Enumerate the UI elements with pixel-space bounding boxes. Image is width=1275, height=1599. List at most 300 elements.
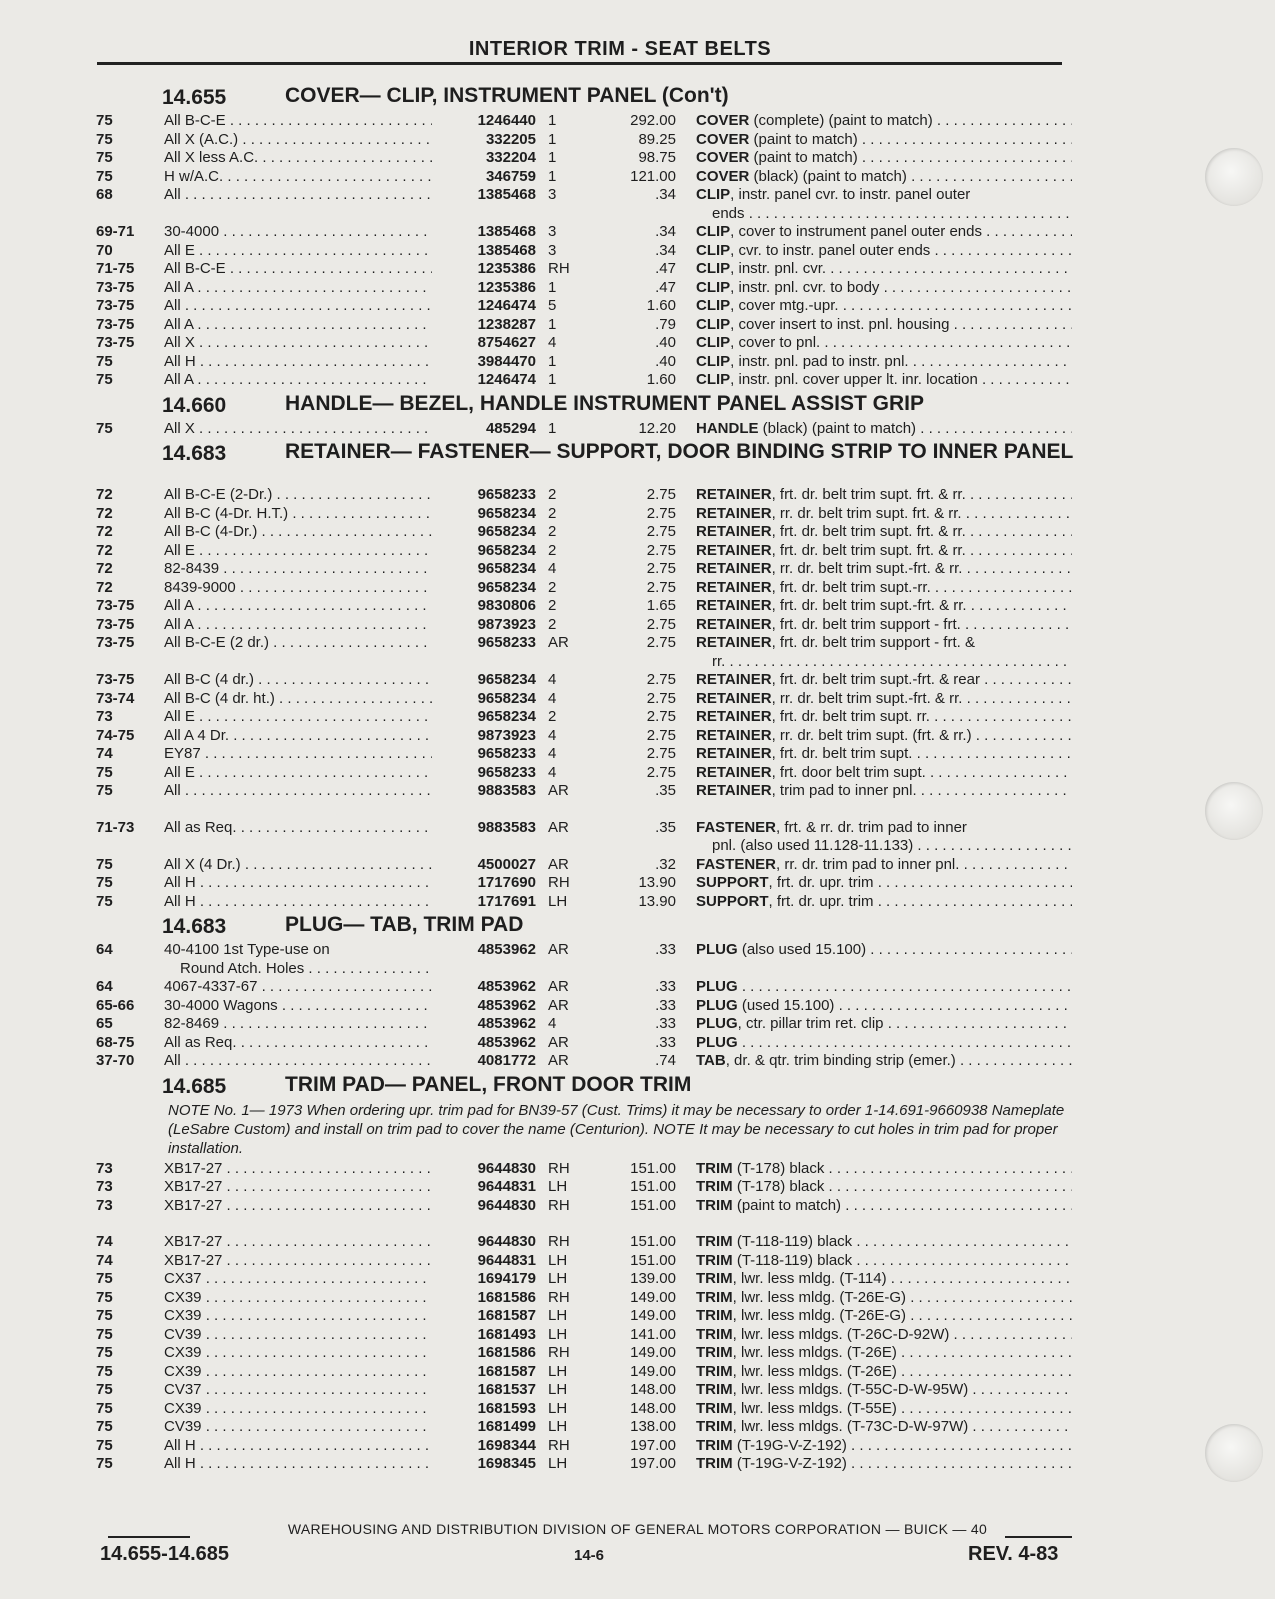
quantity: AR [548, 634, 569, 651]
quantity: 2 [548, 597, 557, 614]
part-row [0, 168, 1275, 187]
part-row [0, 1160, 1275, 1179]
model-year: 75 [96, 855, 113, 873]
description [696, 1034, 1072, 1051]
quantity: 2 [548, 708, 557, 725]
model-applicability: All X (A.C.) . . . [164, 131, 432, 148]
model-applicability: All A . . . [164, 616, 432, 633]
part-detail: , cover insert to inst. pnl. housing [730, 315, 950, 333]
quantity: 2 [548, 541, 557, 559]
quantity: 1 [548, 371, 557, 388]
model-applicability: 30-4000 . . . [164, 223, 432, 240]
quantity: LH [548, 1325, 568, 1343]
part-number: 1246440 [477, 112, 536, 129]
section-header [0, 86, 1275, 112]
model-applicability: 40-4100 1st Type-use on [164, 941, 330, 958]
model-applicability: All . . . [164, 1052, 432, 1069]
model-year: 75 [96, 782, 113, 799]
part-name: TRIM [696, 1436, 733, 1454]
price: 1.65 [646, 597, 676, 614]
part-number: 9658233 [477, 634, 536, 651]
part-number: 9658233 [477, 745, 536, 762]
description-cont: pnl. (also used 11.128-11.133) . . . [712, 837, 1072, 854]
part-row [0, 708, 1275, 727]
description [696, 997, 1072, 1014]
part-name: CLIP [696, 241, 731, 259]
description-cont: rr. . . . [712, 653, 1072, 670]
section-title: COVER— CLIP, INSTRUMENT PANEL (Con't) [285, 84, 729, 107]
part-number: 1681586 [477, 1288, 536, 1306]
quantity: LH [548, 1307, 568, 1324]
part-name: TRIM [696, 1159, 733, 1177]
model-year: 75 [96, 1418, 113, 1435]
part-row [0, 260, 1275, 279]
part-detail: (paint to match) [749, 130, 858, 148]
price: 2.75 [646, 689, 676, 707]
description [696, 505, 1072, 522]
part-row [0, 1015, 1275, 1034]
quantity: LH [548, 892, 568, 910]
price: .33 [655, 996, 676, 1014]
part-name: TRIM [696, 1251, 733, 1269]
model-applicability: CX37 . . . [164, 1270, 432, 1287]
price: 151.00 [630, 1251, 676, 1269]
model-year: 75 [96, 1270, 113, 1287]
part-row [0, 297, 1275, 316]
part-number: 9830806 [477, 597, 536, 614]
page-title: INTERIOR TRIM - SEAT BELTS [468, 38, 772, 60]
part-number: 9658234 [477, 671, 536, 688]
model-applicability: XB17-27 . . . [164, 1197, 432, 1214]
part-detail: , frt. dr. belt trim supt. rr. [771, 708, 930, 725]
part-detail: , cover to pnl. [730, 334, 821, 351]
quantity: 3 [548, 223, 557, 240]
model-applicability: All E . . . [164, 764, 432, 781]
footer-revision: REV. 4-83 [968, 1543, 1059, 1565]
part-number: 9658234 [477, 560, 536, 577]
part-detail: , cover mtg.-upr. [730, 297, 839, 314]
quantity: RH [548, 1344, 570, 1361]
part-row [0, 334, 1275, 353]
model-year: 72 [96, 486, 113, 503]
description [696, 223, 1072, 240]
part-detail: (black) (paint to match) [758, 419, 917, 437]
section-note: NOTE No. 1— 1973 When ordering upr. trim pad for BN39-57 (Cust. Trims) it may be necessary to order 1-14.691-9660938 Nameplate (LeSabre Custom) and install on trim pad to cover the name (Centurion). NOTE It may be necessary to cut holes in trim pad for proper installation. [168, 1101, 1065, 1157]
description [696, 856, 1072, 873]
part-row [0, 1307, 1275, 1326]
model-year: 73-74 [96, 689, 135, 707]
part-name: SUPPORT [696, 874, 769, 891]
part-number: 9658233 [477, 763, 536, 781]
model-applicability: All H . . . [164, 353, 432, 370]
description [696, 334, 1072, 351]
section-title: HANDLE— BEZEL, HANDLE INSTRUMENT PANEL ASSIST GRIP [285, 391, 924, 415]
model-applicability: CX39 . . . [164, 1400, 432, 1417]
part-row [0, 745, 1275, 764]
model-year: 73 [96, 1196, 113, 1214]
part-name: COVER [696, 130, 750, 148]
price: 148.00 [630, 1399, 676, 1417]
section-number: 14.683 [162, 442, 227, 465]
model-applicability: XB17-27 . . . [164, 1178, 432, 1195]
part-row [0, 542, 1275, 561]
part-row [0, 1363, 1275, 1382]
part-name: PLUG [696, 941, 738, 958]
quantity: 2 [548, 615, 557, 633]
part-row [0, 978, 1275, 997]
part-number: 1681493 [477, 1325, 536, 1343]
part-number: 485294 [485, 419, 536, 437]
part-number: 9644831 [477, 1178, 536, 1195]
price: .33 [655, 941, 676, 958]
price: 1.60 [646, 371, 676, 388]
quantity: 2 [548, 486, 557, 503]
part-name: CLIP [696, 371, 731, 388]
part-detail: , lwr. less mldgs. (T-26E) [732, 1362, 897, 1380]
model-year: 37-70 [96, 1052, 135, 1069]
part-number: 4081772 [477, 1052, 536, 1069]
price: 13.90 [638, 892, 676, 910]
model-applicability-cont: Round Atch. Holes . . . [180, 960, 432, 977]
model-year: 75 [96, 371, 113, 388]
description [696, 560, 1072, 577]
description [696, 941, 1072, 958]
price: 2.75 [646, 523, 676, 540]
part-detail: , frt. dr. belt trim supt. frt. & rr. [771, 523, 966, 540]
model-year: 73-75 [96, 334, 135, 351]
price: 148.00 [630, 1381, 676, 1398]
part-name: TRIM [696, 1418, 733, 1435]
part-detail: , frt. dr. upr. trim [768, 874, 874, 891]
price: .40 [655, 352, 676, 370]
part-detail: , frt. dr. belt trim support - frt. & [771, 634, 975, 651]
quantity: AR [548, 855, 569, 873]
part-row [0, 523, 1275, 542]
price: 141.00 [630, 1325, 676, 1343]
part-name: TRIM [696, 1399, 733, 1417]
part-number: 9873923 [477, 615, 536, 633]
part-number: 9644830 [477, 1159, 536, 1177]
part-row [0, 941, 1275, 978]
price: 2.75 [646, 763, 676, 781]
part-row [0, 242, 1275, 261]
description [696, 893, 1072, 910]
quantity: 1 [548, 278, 557, 296]
part-number: 9658233 [477, 486, 536, 503]
part-row [0, 316, 1275, 335]
section-header [0, 1072, 1275, 1101]
part-detail: (T-118-119) black [732, 1233, 853, 1250]
quantity: 2 [548, 504, 557, 522]
part-name: SUPPORT [696, 892, 769, 910]
price: .35 [655, 782, 676, 799]
model-applicability: H w/A.C. . . . [164, 168, 432, 185]
model-applicability: All A . . . [164, 597, 432, 614]
part-row [0, 856, 1275, 875]
model-year: 72 [96, 541, 113, 559]
model-year: 72 [96, 523, 113, 540]
parts-listing [0, 82, 1275, 1474]
quantity: LH [548, 1399, 568, 1417]
model-applicability: CV39 . . . [164, 1418, 432, 1435]
description [696, 874, 1072, 891]
description [696, 1160, 1072, 1177]
description [696, 149, 1072, 166]
description [696, 131, 1072, 148]
part-detail: , frt. dr. belt trim support - frt. [771, 615, 961, 633]
part-number: 4853962 [477, 996, 536, 1014]
quantity: 4 [548, 726, 557, 744]
price: 151.00 [630, 1196, 676, 1214]
model-year: 71-75 [96, 260, 135, 277]
title-rule [97, 62, 1062, 65]
model-year: 72 [96, 578, 113, 596]
quantity: RH [548, 1196, 570, 1214]
part-name: PLUG [696, 978, 738, 995]
description [696, 1437, 1072, 1454]
part-number: 1694179 [477, 1270, 536, 1287]
part-name: TRIM [696, 1362, 733, 1380]
part-detail: , lwr. less mldgs. (T-73C-D-W-97W) [732, 1418, 969, 1435]
quantity: 4 [548, 671, 557, 688]
part-name: COVER [696, 167, 750, 185]
part-row [0, 1455, 1275, 1474]
part-name: TAB [696, 1052, 726, 1069]
price: .34 [655, 241, 676, 259]
model-applicability: 30-4000 Wagons . . . [164, 997, 432, 1014]
footer-range: 14.655-14.685 [100, 1543, 230, 1565]
description [696, 168, 1072, 185]
part-row [0, 560, 1275, 579]
part-detail: , frt. dr. belt trim supt. frt. & rr. [771, 541, 966, 559]
quantity: 4 [548, 560, 557, 577]
description [696, 616, 1072, 633]
part-number: 9873923 [477, 726, 536, 744]
model-applicability: All B-C (4-Dr.) . . . [164, 523, 432, 540]
model-year: 75 [96, 1325, 113, 1343]
model-year: 75 [96, 167, 113, 185]
part-number: 4853962 [477, 1015, 536, 1032]
price: 2.75 [646, 634, 676, 651]
part-row [0, 223, 1275, 242]
model-year: 75 [96, 1399, 113, 1417]
part-detail: , trim pad to inner pnl. [771, 782, 917, 799]
price: 2.75 [646, 708, 676, 725]
price: .33 [655, 978, 676, 995]
part-name: CLIP [696, 334, 731, 351]
part-number: 4500027 [477, 855, 536, 873]
part-detail: (T-118-119) black [732, 1251, 853, 1269]
section-title: RETAINER— FASTENER— SUPPORT, DOOR BINDING STRIP TO INNER PANEL [285, 440, 1074, 463]
quantity: AR [548, 941, 569, 958]
part-row [0, 279, 1275, 298]
quantity: AR [548, 1033, 569, 1051]
description [696, 764, 1072, 781]
price: 2.75 [646, 615, 676, 633]
description [696, 597, 1072, 614]
part-number: 9658234 [477, 689, 536, 707]
part-row [0, 1418, 1275, 1437]
price: 2.75 [646, 745, 676, 762]
model-applicability: All . . . [164, 186, 432, 203]
model-year: 75 [96, 1307, 113, 1324]
price: 138.00 [630, 1418, 676, 1435]
model-year: 75 [96, 149, 113, 166]
quantity: RH [548, 1233, 570, 1250]
quantity: LH [548, 1455, 568, 1472]
description [696, 819, 1072, 836]
model-applicability: 4067-4337-67 . . . [164, 978, 432, 995]
part-name: CLIP [696, 186, 731, 203]
model-year: 75 [96, 1362, 113, 1380]
price: 197.00 [630, 1436, 676, 1454]
model-year: 72 [96, 504, 113, 522]
description [696, 112, 1072, 129]
part-number: 9658234 [477, 541, 536, 559]
part-detail: , instr. pnl. pad to instr. pnl. [730, 352, 909, 370]
part-detail: (paint to match) [749, 149, 858, 166]
price: .47 [655, 260, 676, 277]
part-number: 9658234 [477, 523, 536, 540]
model-year: 73 [96, 708, 113, 725]
model-applicability: All as Req. . . . [164, 1034, 432, 1051]
quantity: 3 [548, 186, 557, 203]
model-year: 75 [96, 352, 113, 370]
part-number: 332205 [485, 130, 536, 148]
part-detail: , cvr. to instr. panel outer ends [730, 241, 931, 259]
description [696, 708, 1072, 725]
description [696, 1363, 1072, 1380]
model-year: 73-75 [96, 297, 135, 314]
part-number: 332204 [485, 149, 536, 166]
description [696, 1344, 1072, 1361]
description [696, 542, 1072, 559]
model-year: 65-66 [96, 996, 135, 1014]
part-number: 1235386 [477, 278, 536, 296]
section-number: 14.655 [162, 86, 227, 109]
part-number: 1246474 [477, 371, 536, 388]
part-row [0, 353, 1275, 372]
model-applicability: CV39 . . . [164, 1326, 432, 1343]
description [696, 242, 1072, 259]
part-name: CLIP [696, 352, 731, 370]
part-name: CLIP [696, 223, 731, 240]
price: 2.75 [646, 560, 676, 577]
price: 149.00 [630, 1344, 676, 1361]
part-number: 1681593 [477, 1399, 536, 1417]
part-detail: , frt. dr. belt trim supt. [771, 745, 913, 762]
description [696, 1015, 1072, 1032]
model-year: 75 [96, 130, 113, 148]
price: .47 [655, 278, 676, 296]
model-applicability: All X . . . [164, 334, 432, 351]
quantity: 2 [548, 578, 557, 596]
description [696, 1307, 1072, 1324]
model-year: 74-75 [96, 726, 135, 744]
part-name: RETAINER [696, 486, 772, 503]
part-name: RETAINER [696, 782, 772, 799]
description [696, 420, 1072, 437]
quantity: RH [548, 260, 570, 277]
description [696, 1052, 1072, 1069]
part-detail: , instr. pnl. cover upper lt. inr. location [730, 371, 978, 388]
part-name: TRIM [696, 1288, 733, 1306]
part-name: PLUG [696, 996, 738, 1014]
model-applicability: All B-C (4 dr. ht.) . . . [164, 690, 432, 707]
section-header [0, 915, 1275, 941]
part-number: 4853962 [477, 941, 536, 958]
part-name: RETAINER [696, 763, 772, 781]
part-detail: , frt. dr. belt trim supt.-rr. [771, 578, 931, 596]
price: 2.75 [646, 486, 676, 503]
quantity: 1 [548, 315, 557, 333]
part-row [0, 874, 1275, 893]
part-detail: (T-19G-V-Z-192) [732, 1436, 847, 1454]
part-detail: , lwr. less mldg. (T-26E-G) [732, 1307, 907, 1324]
part-detail: , cover to instrument panel outer ends [730, 223, 982, 240]
section-header [0, 442, 1275, 486]
part-detail: , lwr. less mldg. (T-26E-G) [732, 1288, 907, 1306]
price: 149.00 [630, 1307, 676, 1324]
model-applicability: All E . . . [164, 708, 432, 725]
model-applicability: EY87 . . . [164, 745, 432, 762]
part-detail: , frt. door belt trim supt. [771, 763, 926, 781]
part-row [0, 1289, 1275, 1308]
section-number: 14.683 [162, 915, 227, 938]
model-year: 68 [96, 186, 113, 203]
quantity: AR [548, 978, 569, 995]
part-detail: , instr. panel cvr. to instr. panel outer [730, 186, 971, 203]
quantity: LH [548, 1362, 568, 1380]
model-year: 64 [96, 941, 113, 958]
part-name: RETAINER [696, 523, 772, 540]
price: .40 [655, 334, 676, 351]
part-detail: (complete) (paint to match) [749, 112, 933, 129]
model-applicability: 82-8469 . . . [164, 1015, 432, 1032]
part-name: CLIP [696, 278, 731, 296]
part-detail: , lwr. less mldgs. (T-55C-D-W-95W) [732, 1381, 969, 1398]
quantity: AR [548, 996, 569, 1014]
part-name: TRIM [696, 1196, 733, 1214]
part-detail: , dr. & qtr. trim binding strip (emer.) [725, 1052, 956, 1069]
part-detail: , lwr. less mldgs. (T-26C-D-92W) [732, 1325, 950, 1343]
part-row [0, 1034, 1275, 1053]
part-detail: , frt. dr. belt trim supt. frt. & rr. [771, 486, 966, 503]
part-name: TRIM [696, 1455, 733, 1472]
part-row [0, 634, 1275, 671]
part-row [0, 1344, 1275, 1363]
description [696, 1270, 1072, 1287]
part-name: RETAINER [696, 597, 772, 614]
price: 1.60 [646, 297, 676, 314]
part-number: 1681537 [477, 1381, 536, 1398]
model-applicability: All . . . [164, 782, 432, 799]
section-title: TRIM PAD— PANEL, FRONT DOOR TRIM [285, 1072, 692, 1096]
part-row [0, 486, 1275, 505]
model-applicability: CX39 . . . [164, 1289, 432, 1306]
part-row [0, 1437, 1275, 1456]
model-applicability: 8439-9000 . . . [164, 579, 432, 596]
model-year: 75 [96, 874, 113, 891]
part-detail: (also used 15.100) [737, 941, 867, 958]
model-applicability: All X less A.C. . . . [164, 149, 432, 166]
model-applicability: CX39 . . . [164, 1363, 432, 1380]
part-name: PLUG [696, 1033, 738, 1051]
part-row [0, 1052, 1275, 1071]
quantity: 1 [548, 419, 557, 437]
quantity: RH [548, 1159, 570, 1177]
price: .33 [655, 1015, 676, 1032]
